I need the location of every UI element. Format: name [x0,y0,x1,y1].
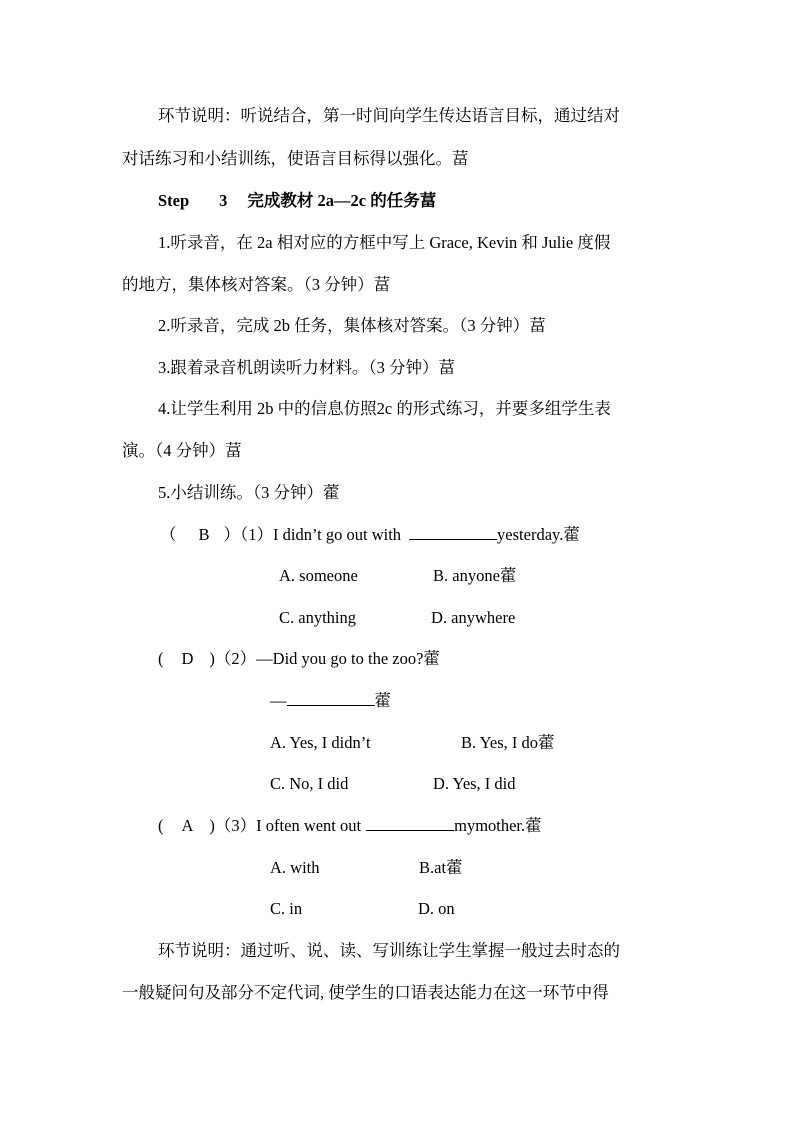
task-1-line-1: 1.听录音，在 2a 相对应的方框中写上 Grace, Kevin 和 Julie 度假 [158,233,611,252]
step-heading [158,190,436,212]
step-number: 3 [219,191,228,210]
question-2-reply-end: 藿 [374,691,391,710]
task-4-line-1: 4.让学生利用 2b 中的信息仿照2c 的形式练习，并要多组学生表 [158,399,611,418]
question-3-stem: )（3）I often went out [209,816,362,835]
question-3-stem-end: mymother.藿 [454,816,542,835]
question-1-blank [409,524,497,540]
question-2-option-d: D. Yes, I did [433,774,516,793]
question-3 [158,815,542,837]
question-1-answer: B [198,525,210,544]
question-2-option-a: A. Yes, I didn’t [270,733,371,752]
task-4-line-2: 演。（4 分钟）葍 [122,441,242,460]
intro-line-2: 对话练习和小结训练，使语言目标得以强化。葍 [122,149,469,168]
question-3-option-c: C. in [270,899,303,918]
question-1-option-a: A. someone [279,566,358,585]
question-3-option-a: A. with [270,858,320,877]
question-3-option-b: B.at藿 [419,858,463,877]
question-2 [158,648,440,670]
question-1-stem-end: yesterday.藿 [497,525,580,544]
question-3-open: ( [158,816,164,835]
question-2-answer: D [181,649,194,668]
summary-line-2: 一般疑问句及部分不定代词, 使学生的口语表达能力在这一环节中得 [122,983,609,1002]
question-2-blank [287,690,375,706]
question-1-stem: ）（1）I didn’t go out with [223,525,402,544]
question-3-option-d: D. on [418,899,455,918]
question-2-stem: )（2）—Did you go to the zoo?藿 [209,649,440,668]
question-3-answer: A [181,816,194,835]
question-1-option-d: D. anywhere [431,608,516,627]
task-5: 5.小结训练。（3 分钟）藿 [158,483,340,502]
question-1-option-b: B. anyone藿 [433,566,517,585]
step-title: 完成教材 2a—2c 的任务葍 [247,191,437,210]
question-3-blank [366,815,454,831]
task-3: 3.跟着录音机朗读听力材料。（3 分钟）葍 [158,358,455,377]
question-1-option-c: C. anything [279,608,356,627]
question-1-open: （ [160,525,177,544]
task-1-line-2: 的地方，集体核对答案。（3 分钟）葍 [122,275,391,294]
intro-line-1: 环节说明：听说结合，第一时间向学生传达语言目标，通过结对 [158,106,620,125]
question-1 [160,524,580,546]
question-2-open: ( [158,649,164,668]
question-2-option-c: C. No, I did [270,774,349,793]
step-label: Step [158,191,190,210]
summary-line-1: 环节说明：通过听、说、读、写训练让学生掌握一般过去时态的 [158,941,620,960]
question-2-reply [270,690,391,712]
question-2-reply-dash: — [270,691,287,710]
question-2-option-b: B. Yes, I do藿 [461,733,555,752]
task-2: 2.听录音，完成 2b 任务，集体核对答案。（3 分钟）葍 [158,316,546,335]
